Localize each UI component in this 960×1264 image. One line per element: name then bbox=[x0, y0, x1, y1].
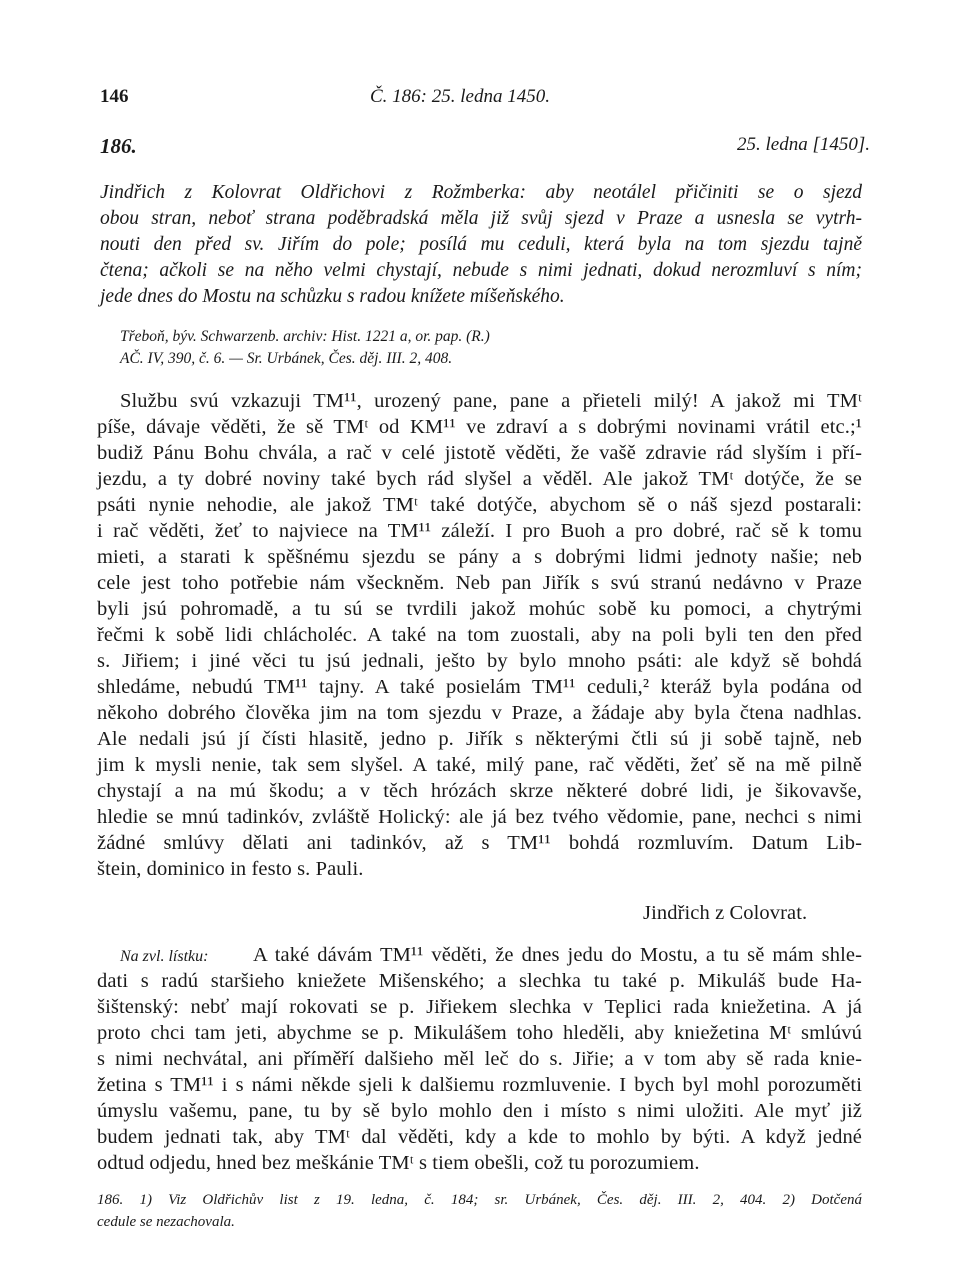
body-line: někoho dobrého člověka jim na tom sjezdu v Praze, a žádaje aby byla čtena nadhlas. bbox=[97, 702, 862, 724]
postscript-line: s nimi nechvátal, ani příměří dalšieho měl leč do s. Jiřie; a v tom aby sě rada knie- bbox=[97, 1048, 862, 1070]
body-line: jezdu, a ty dobré noviny také bych rád slyšel a věděl. Ale jakož TMᵗ dotýče, že se bbox=[97, 468, 862, 490]
body-line: Ale nedali jsú jí čísti hlasitě, jedno p. Jiřík s některými čtli sú ji sobě tajně, neb bbox=[97, 728, 862, 750]
regest-line: nouti den před sv. Jiřím do pole; posílá mu ceduli, která byla na tom sjezdu tajně bbox=[100, 234, 862, 255]
postscript-line: šištenský: nebť mají rokovati se p. Jiřiekem slechka v Teplici rada kniežetina. A já bbox=[97, 996, 862, 1018]
regest-line: Jindřich z Kolovrat Oldřichovi z Rožmberka: aby neotálel přičiniti se o sjezd bbox=[100, 182, 862, 203]
postscript-line: A také dávám TM¹¹ věděti, že dnes jedu do Mostu, a tu sě mám shle- bbox=[253, 944, 862, 966]
body-line: psáti nynie nehodie, ale jakož TMᵗ také dotýče, abychom sě o náš sjezd postarali: bbox=[97, 494, 862, 516]
page-number: 146 bbox=[100, 86, 129, 107]
regest-line: čtena; ačkoli se na něho velmi chystají, nebude s nimi jednati, dokud nerozmluví s ním; bbox=[100, 260, 862, 281]
document-date: 25. ledna [1450]. bbox=[737, 134, 870, 155]
body-line: hledie se mnú tadinkóv, zvláště Holický: ale já bez tvého vědomie, pane, nechci s nimi bbox=[97, 806, 862, 828]
source-line: AČ. IV, 390, č. 6. — Sr. Urbánek, Čes. děj. III. 2, 408. bbox=[120, 350, 453, 367]
postscript-line: budem jednati tak, aby TMᵗ dal věděti, kdy a kde to mohlo by býti. A když jedné bbox=[97, 1126, 862, 1148]
body-line: cele jest toho potřebie nám všeckněm. Neb pan Jiřík s svú stranú nedávno v Praze bbox=[97, 572, 862, 594]
body-line: s. Jiřiem; i jiné věci tu jsú jednali, ješto by bylo mnoho psáti: ale když sě bohdá bbox=[97, 650, 862, 672]
body-line: byli jsú pohromadě, a tu sú se tvrdili jakož mohúc sobě ku pomoci, a chytrými bbox=[97, 598, 862, 620]
body-line: Službu svú vzkazuji TM¹¹, urozený pane, pane a přieteli milý! A jakož mi TMᵗ bbox=[120, 390, 862, 412]
source-line: Třeboň, býv. Schwarzenb. archiv: Hist. 1221 a, or. pap. (R.) bbox=[120, 328, 490, 345]
body-line: mieti, a starati k spěšnému sjezdu se pány a s dobrými lidmi jednoty našie; neb bbox=[97, 546, 862, 568]
signature: Jindřich z Colovrat. bbox=[643, 902, 808, 924]
body-line: píše, dávaje věděti, že sě TMᵗ od KM¹¹ ve zdraví a s dobrými novinami vrátil etc.;¹ bbox=[97, 416, 862, 438]
body-line: řečmi k sobě lidi chlácholéc. A také na tom zuostali, aby na poli byli ten den před bbox=[97, 624, 862, 646]
postscript-line: žetina s TM¹¹ i s námi někde sjeli k dalšiemu rozmluvenie. I bych byl mohl porozuměti bbox=[97, 1074, 862, 1096]
regest-line: obou stran, neboť strana poděbradská měla již svůj sjezd v Praze a usnesla se vytrh- bbox=[100, 208, 862, 229]
body-line: budiž Pánu Bohu chvála, a rač v celé jistotě věděti, že vašě zdravie rád slyším i pří- bbox=[97, 442, 862, 464]
body-line: chystají a na mú škodu; a v těch hrózách skrze některé dobré lidi, je šikovavše, bbox=[97, 780, 862, 802]
running-title: Č. 186: 25. ledna 1450. bbox=[370, 86, 550, 107]
postscript-label: Na zvl. lístku: bbox=[120, 948, 209, 965]
document-number: 186. bbox=[100, 134, 137, 158]
postscript-line: úmyslu vašemu, pane, tu by sě bylo mohlo den i místo s nimi uložiti. Ale myť již bbox=[97, 1100, 862, 1122]
regest-line: jede dnes do Mostu na schůzku s radou knížete míšeňského. bbox=[100, 286, 565, 307]
footnote-line: 186. 1) Viz Oldřichův list z 19. ledna, č. 184; sr. Urbánek, Čes. děj. III. 2, 404. 2) Dotčená bbox=[97, 1192, 862, 1208]
body-line: jim k mysli nenie, tak sem slyšel. A také, milý pane, rač věděti, žeť sě na mě pilně bbox=[97, 754, 862, 776]
body-line: štein, dominico in festo s. Pauli. bbox=[97, 858, 364, 880]
postscript-line: proto chci tam jeti, abychme se p. Mikulášem toho hleděli, aby kniežetina Mᵗ smlúvú bbox=[97, 1022, 862, 1044]
footnote-line: cedule se nezachovala. bbox=[97, 1214, 235, 1230]
postscript-line: odtud odjedu, hned bez meškánie TMᵗ s tiem obešli, což tu porozumiem. bbox=[97, 1152, 700, 1174]
body-line: i rač věděti, žeť to najviece na TM¹¹ záleží. I pro Buoh a pro dobré, rač sě k tomu bbox=[97, 520, 862, 542]
postscript-line: dati s radú staršieho kniežete Mišenského; a slechka tu také p. Mikuláš bude Ha- bbox=[97, 970, 862, 992]
body-line: shledáme, nebudú TM¹¹ tajny. A také posielám TM¹¹ ceduli,² kteráž byla podána od bbox=[97, 676, 862, 698]
body-line: žádné smlúvy dělati ani tadinkóv, až s TM¹¹ bohdá rozmluvím. Datum Lib- bbox=[97, 832, 862, 854]
